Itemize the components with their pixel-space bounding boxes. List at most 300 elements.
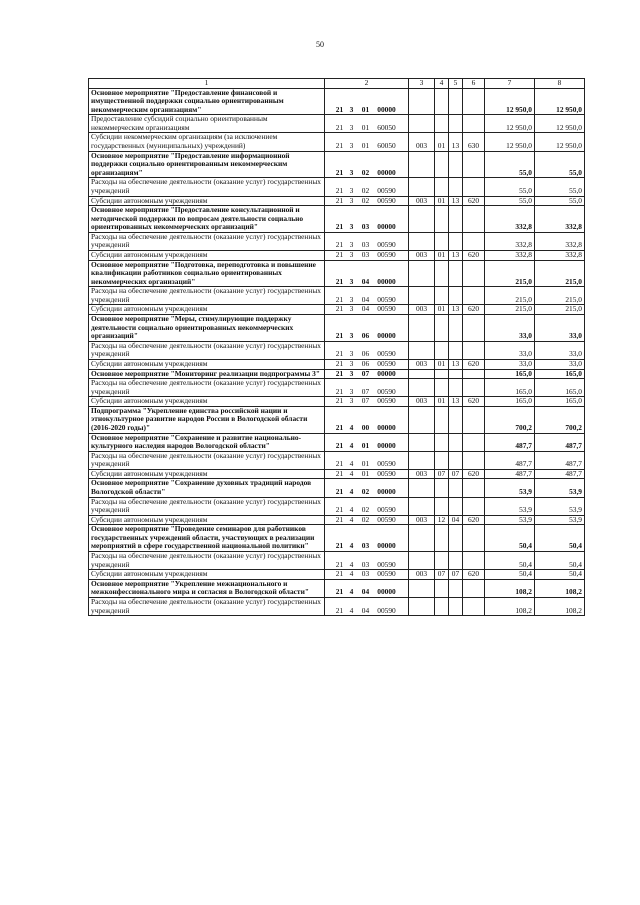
header-row	[89, 79, 585, 89]
code-part: 00590	[377, 396, 396, 406]
code-part: 3	[349, 167, 354, 177]
code-part: 03	[361, 240, 370, 250]
row-code	[325, 379, 409, 397]
table-row	[89, 570, 585, 580]
row-amount-total: 53,9	[535, 479, 585, 497]
code-part: 06	[361, 331, 370, 341]
code-part: 02	[361, 505, 370, 515]
row-code	[325, 178, 409, 196]
row-amount: 215,0	[485, 260, 535, 287]
code-part: 21	[335, 122, 344, 132]
row-subsection-code	[449, 479, 463, 497]
code-part: 4	[349, 559, 354, 569]
code-part: 21	[335, 222, 344, 232]
row-amount: 33,0	[485, 359, 535, 369]
code-part: 3	[349, 304, 354, 314]
code-part: 00000	[377, 369, 396, 378]
code-part: 4	[349, 541, 354, 551]
table-row	[89, 515, 585, 525]
row-expense-type	[463, 379, 485, 397]
row-subsection-code: 13	[449, 359, 463, 369]
code-part: 21	[335, 515, 344, 524]
code-part: 3	[349, 331, 354, 341]
header-cell: 8	[535, 79, 585, 89]
row-code	[325, 151, 409, 178]
row-section-code: 01	[435, 133, 449, 151]
code-part: 3	[349, 359, 354, 368]
code-part: 21	[335, 541, 344, 551]
code-part: 07	[361, 396, 370, 406]
row-code	[325, 341, 409, 359]
table-row	[89, 497, 585, 515]
code-part: 04	[361, 587, 370, 597]
row-code	[325, 232, 409, 250]
code-part: 3	[349, 122, 354, 132]
code-part: 21	[335, 422, 344, 432]
row-amount-total: 165,0	[535, 369, 585, 379]
row-section-code: 07	[435, 570, 449, 580]
row-ministry-code	[409, 341, 435, 359]
code-part: 00590	[377, 250, 396, 259]
row-subsection-code	[449, 497, 463, 515]
row-section-code: 01	[435, 397, 449, 407]
row-subsection-code	[449, 579, 463, 597]
row-code	[325, 206, 409, 233]
row-expense-type	[463, 178, 485, 196]
row-subsection-code	[449, 206, 463, 233]
row-expense-type	[463, 525, 485, 552]
row-description: Основное мероприятие "Проведение семинаров для работников государственных учреждений области, участвующих в реализации мероприятий в сфере государственной национальной политики"	[89, 525, 325, 552]
code-part: 3	[349, 104, 354, 114]
row-amount-total: 332,8	[535, 250, 585, 260]
row-amount-total: 33,0	[535, 341, 585, 359]
row-code	[325, 570, 409, 580]
row-ministry-code	[409, 406, 435, 433]
row-subsection-code	[449, 406, 463, 433]
code-part: 00000	[377, 104, 396, 114]
row-subsection-code: 04	[449, 515, 463, 525]
row-description: Расходы на обеспечение деятельности (оказание услуг) государственных учреждений	[89, 597, 325, 615]
row-subsection-code	[449, 525, 463, 552]
row-amount: 50,4	[485, 525, 535, 552]
row-amount: 33,0	[485, 315, 535, 342]
row-ministry-code: 003	[409, 515, 435, 525]
code-part: 21	[335, 459, 344, 469]
code-part: 07	[361, 369, 370, 378]
row-code	[325, 525, 409, 552]
row-amount-total: 12 950,0	[535, 133, 585, 151]
row-amount-total: 53,9	[535, 515, 585, 525]
code-part: 21	[335, 250, 344, 259]
row-code	[325, 451, 409, 469]
code-part: 3	[349, 276, 354, 286]
code-part: 21	[335, 304, 344, 314]
table-row	[89, 597, 585, 615]
code-part: 3	[349, 222, 354, 232]
row-ministry-code	[409, 379, 435, 397]
row-description: Расходы на обеспечение деятельности (оказание услуг) государственных учреждений	[89, 178, 325, 196]
budget-table	[88, 78, 585, 616]
row-amount-total: 332,8	[535, 232, 585, 250]
row-subsection-code	[449, 178, 463, 196]
code-part: 00590	[377, 469, 396, 478]
row-code	[325, 88, 409, 115]
row-description: Субсидии автономным учреждениям	[89, 469, 325, 479]
row-amount: 12 950,0	[485, 88, 535, 115]
row-description: Субсидии автономным учреждениям	[89, 196, 325, 206]
row-amount-total: 12 950,0	[535, 88, 585, 115]
row-code	[325, 397, 409, 407]
row-ministry-code	[409, 579, 435, 597]
row-subsection-code	[449, 433, 463, 451]
row-expense-type: 630	[463, 133, 485, 151]
row-section-code	[435, 525, 449, 552]
code-part: 21	[335, 331, 344, 341]
row-ministry-code: 003	[409, 397, 435, 407]
code-part: 04	[361, 304, 370, 314]
row-section-code	[435, 379, 449, 397]
code-part: 00590	[377, 294, 396, 304]
row-amount-total: 215,0	[535, 260, 585, 287]
row-amount: 53,9	[485, 479, 535, 497]
row-description: Субсидии автономным учреждениям	[89, 250, 325, 260]
row-subsection-code	[449, 597, 463, 615]
code-part: 21	[335, 240, 344, 250]
row-expense-type	[463, 369, 485, 379]
row-amount: 55,0	[485, 196, 535, 206]
row-code	[325, 305, 409, 315]
row-amount-total: 332,8	[535, 206, 585, 233]
row-section-code	[435, 497, 449, 515]
code-part: 06	[361, 349, 370, 359]
table-row	[89, 579, 585, 597]
row-ministry-code	[409, 479, 435, 497]
row-expense-type: 620	[463, 196, 485, 206]
row-code	[325, 196, 409, 206]
row-subsection-code: 07	[449, 469, 463, 479]
row-amount: 108,2	[485, 597, 535, 615]
row-section-code	[435, 341, 449, 359]
row-amount-total: 487,7	[535, 469, 585, 479]
row-expense-type	[463, 88, 485, 115]
table-row	[89, 397, 585, 407]
code-part: 3	[349, 240, 354, 250]
code-part: 21	[335, 386, 344, 396]
code-part: 02	[361, 487, 370, 497]
row-section-code	[435, 88, 449, 115]
code-part: 00590	[377, 505, 396, 515]
code-part: 4	[349, 505, 354, 515]
row-subsection-code: 13	[449, 305, 463, 315]
code-part: 3	[349, 396, 354, 406]
row-section-code	[435, 151, 449, 178]
code-part: 21	[335, 441, 344, 451]
row-description: Основное мероприятие "Сохранение духовных традиций народов Вологодской области"	[89, 479, 325, 497]
code-part: 02	[361, 515, 370, 524]
row-code	[325, 250, 409, 260]
row-amount: 165,0	[485, 369, 535, 379]
row-expense-type: 620	[463, 305, 485, 315]
row-section-code: 01	[435, 359, 449, 369]
row-amount: 332,8	[485, 232, 535, 250]
row-section-code	[435, 206, 449, 233]
table-row	[89, 469, 585, 479]
row-ministry-code	[409, 451, 435, 469]
table-row	[89, 287, 585, 305]
row-expense-type	[463, 479, 485, 497]
row-description: Расходы на обеспечение деятельности (оказание услуг) государственных учреждений	[89, 379, 325, 397]
row-subsection-code	[449, 260, 463, 287]
code-part: 3	[349, 185, 354, 195]
row-expense-type: 620	[463, 570, 485, 580]
row-amount-total: 165,0	[535, 379, 585, 397]
row-amount: 55,0	[485, 178, 535, 196]
row-expense-type	[463, 341, 485, 359]
code-part: 21	[335, 569, 344, 579]
table-row	[89, 196, 585, 206]
row-ministry-code: 003	[409, 305, 435, 315]
row-expense-type: 620	[463, 515, 485, 525]
row-ministry-code: 003	[409, 196, 435, 206]
row-section-code	[435, 579, 449, 597]
row-section-code	[435, 406, 449, 433]
row-description: Подпрограмма "Укрепление единства российской нации и этнокультурное развитие народов России в Вологодской области (2016-2020 годы)"	[89, 406, 325, 433]
row-expense-type	[463, 151, 485, 178]
row-subsection-code	[449, 151, 463, 178]
row-amount: 165,0	[485, 379, 535, 397]
code-part: 01	[361, 441, 370, 451]
row-amount: 332,8	[485, 250, 535, 260]
code-part: 03	[361, 569, 370, 579]
row-ministry-code	[409, 151, 435, 178]
row-description: Расходы на обеспечение деятельности (оказание услуг) государственных учреждений	[89, 232, 325, 250]
code-part: 21	[335, 104, 344, 114]
row-description: Субсидии автономным учреждениям	[89, 515, 325, 525]
code-part: 21	[335, 294, 344, 304]
code-part: 21	[335, 141, 344, 151]
row-description: Основное мероприятие "Предоставление консультационной и методической поддержки по вопросам деятельности социально ориентированных некоммерческих организаций"	[89, 206, 325, 233]
code-part: 21	[335, 196, 344, 205]
row-amount: 50,4	[485, 570, 535, 580]
code-part: 04	[361, 605, 370, 615]
row-subsection-code	[449, 287, 463, 305]
code-part: 00590	[377, 459, 396, 469]
code-part: 02	[361, 196, 370, 205]
header-cell: 5	[449, 79, 463, 89]
row-expense-type	[463, 451, 485, 469]
code-part: 4	[349, 422, 354, 432]
row-expense-type: 620	[463, 250, 485, 260]
row-description: Основное мероприятие "Предоставление финансовой и имущественной поддержки социально ориентированным некоммерческим организациям"	[89, 88, 325, 115]
row-expense-type	[463, 406, 485, 433]
row-description: Субсидии автономным учреждениям	[89, 397, 325, 407]
row-section-code: 07	[435, 469, 449, 479]
code-part: 21	[335, 587, 344, 597]
code-part: 3	[349, 196, 354, 205]
code-part: 00590	[377, 559, 396, 569]
row-amount: 50,4	[485, 552, 535, 570]
row-ministry-code	[409, 497, 435, 515]
row-expense-type: 620	[463, 469, 485, 479]
table-row	[89, 379, 585, 397]
row-expense-type	[463, 315, 485, 342]
row-amount-total: 53,9	[535, 497, 585, 515]
row-section-code	[435, 369, 449, 379]
row-section-code	[435, 115, 449, 133]
code-part: 4	[349, 605, 354, 615]
row-amount: 487,7	[485, 451, 535, 469]
row-amount: 215,0	[485, 305, 535, 315]
row-subsection-code: 13	[449, 250, 463, 260]
row-expense-type	[463, 260, 485, 287]
row-code	[325, 406, 409, 433]
row-subsection-code	[449, 379, 463, 397]
row-amount: 12 950,0	[485, 115, 535, 133]
row-ministry-code: 003	[409, 570, 435, 580]
code-part: 21	[335, 505, 344, 515]
row-amount-total: 50,4	[535, 525, 585, 552]
row-description: Расходы на обеспечение деятельности (оказание услуг) государственных учреждений	[89, 497, 325, 515]
row-code	[325, 369, 409, 379]
row-code	[325, 497, 409, 515]
code-part: 00590	[377, 196, 396, 205]
row-ministry-code	[409, 206, 435, 233]
code-part: 01	[361, 469, 370, 478]
code-part: 06	[361, 359, 370, 368]
code-part: 00000	[377, 167, 396, 177]
row-ministry-code	[409, 88, 435, 115]
row-code	[325, 260, 409, 287]
row-expense-type	[463, 206, 485, 233]
row-subsection-code: 13	[449, 397, 463, 407]
row-amount-total: 487,7	[535, 451, 585, 469]
row-description: Расходы на обеспечение деятельности (оказание услуг) государственных учреждений	[89, 341, 325, 359]
row-amount: 108,2	[485, 579, 535, 597]
row-amount: 700,2	[485, 406, 535, 433]
row-amount-total: 215,0	[535, 305, 585, 315]
row-code	[325, 315, 409, 342]
code-part: 04	[361, 294, 370, 304]
table-row	[89, 341, 585, 359]
code-part: 4	[349, 587, 354, 597]
row-amount-total: 55,0	[535, 178, 585, 196]
row-code	[325, 479, 409, 497]
row-ministry-code	[409, 260, 435, 287]
row-subsection-code	[449, 552, 463, 570]
code-part: 21	[335, 487, 344, 497]
row-expense-type: 620	[463, 359, 485, 369]
code-part: 00590	[377, 569, 396, 579]
row-description: Субсидии автономным учреждениям	[89, 570, 325, 580]
row-section-code: 01	[435, 196, 449, 206]
code-part: 02	[361, 185, 370, 195]
code-part: 3	[349, 349, 354, 359]
row-code	[325, 515, 409, 525]
code-part: 00000	[377, 541, 396, 551]
row-amount-total: 108,2	[535, 579, 585, 597]
table-row	[89, 369, 585, 379]
row-code	[325, 433, 409, 451]
row-code	[325, 115, 409, 133]
page-number: 50	[316, 40, 324, 49]
row-ministry-code	[409, 287, 435, 305]
row-ministry-code	[409, 525, 435, 552]
row-section-code	[435, 287, 449, 305]
row-description: Субсидии автономным учреждениям	[89, 359, 325, 369]
row-amount: 332,8	[485, 206, 535, 233]
row-ministry-code	[409, 597, 435, 615]
code-part: 21	[335, 185, 344, 195]
code-part: 21	[335, 167, 344, 177]
code-part: 3	[349, 369, 354, 378]
header-cell: 7	[485, 79, 535, 89]
row-section-code	[435, 315, 449, 342]
row-amount-total: 215,0	[535, 287, 585, 305]
code-part: 02	[361, 167, 370, 177]
code-part: 3	[349, 294, 354, 304]
row-subsection-code: 13	[449, 133, 463, 151]
header-cell: 3	[409, 79, 435, 89]
row-subsection-code	[449, 115, 463, 133]
code-part: 21	[335, 396, 344, 406]
code-part: 21	[335, 469, 344, 478]
header-cell: 4	[435, 79, 449, 89]
header-cell: 1	[89, 79, 325, 89]
row-code	[325, 579, 409, 597]
table-row	[89, 359, 585, 369]
row-section-code: 12	[435, 515, 449, 525]
table-row	[89, 552, 585, 570]
code-part: 4	[349, 515, 354, 524]
row-description: Расходы на обеспечение деятельности (оказание услуг) государственных учреждений	[89, 552, 325, 570]
code-part: 03	[361, 541, 370, 551]
row-amount: 165,0	[485, 397, 535, 407]
table-row	[89, 151, 585, 178]
row-ministry-code	[409, 178, 435, 196]
row-amount-total: 55,0	[535, 151, 585, 178]
row-description: Основное мероприятие "Укрепление межнационального и межконфессионального мира и согласия в Вологодской области"	[89, 579, 325, 597]
code-part: 04	[361, 276, 370, 286]
table-row	[89, 305, 585, 315]
header-cell: 2	[325, 79, 409, 89]
code-part: 03	[361, 222, 370, 232]
row-ministry-code	[409, 115, 435, 133]
code-part: 21	[335, 605, 344, 615]
row-amount: 53,9	[485, 497, 535, 515]
table-row	[89, 433, 585, 451]
row-description: Основное мероприятие "Сохранение и развитие национально-культурного наследия народов Вологодской области"	[89, 433, 325, 451]
table-row	[89, 88, 585, 115]
table-row	[89, 479, 585, 497]
code-part: 4	[349, 569, 354, 579]
table-row	[89, 525, 585, 552]
row-subsection-code	[449, 315, 463, 342]
row-ministry-code	[409, 369, 435, 379]
code-part: 00	[361, 422, 370, 432]
code-part: 4	[349, 469, 354, 478]
row-expense-type	[463, 552, 485, 570]
code-part: 00590	[377, 185, 396, 195]
row-amount-total: 12 950,0	[535, 115, 585, 133]
row-amount-total: 33,0	[535, 359, 585, 369]
row-section-code	[435, 451, 449, 469]
code-part: 00590	[377, 349, 396, 359]
code-part: 00590	[377, 605, 396, 615]
row-amount: 487,7	[485, 469, 535, 479]
code-part: 4	[349, 441, 354, 451]
code-part: 60050	[377, 141, 396, 151]
row-amount-total: 700,2	[535, 406, 585, 433]
